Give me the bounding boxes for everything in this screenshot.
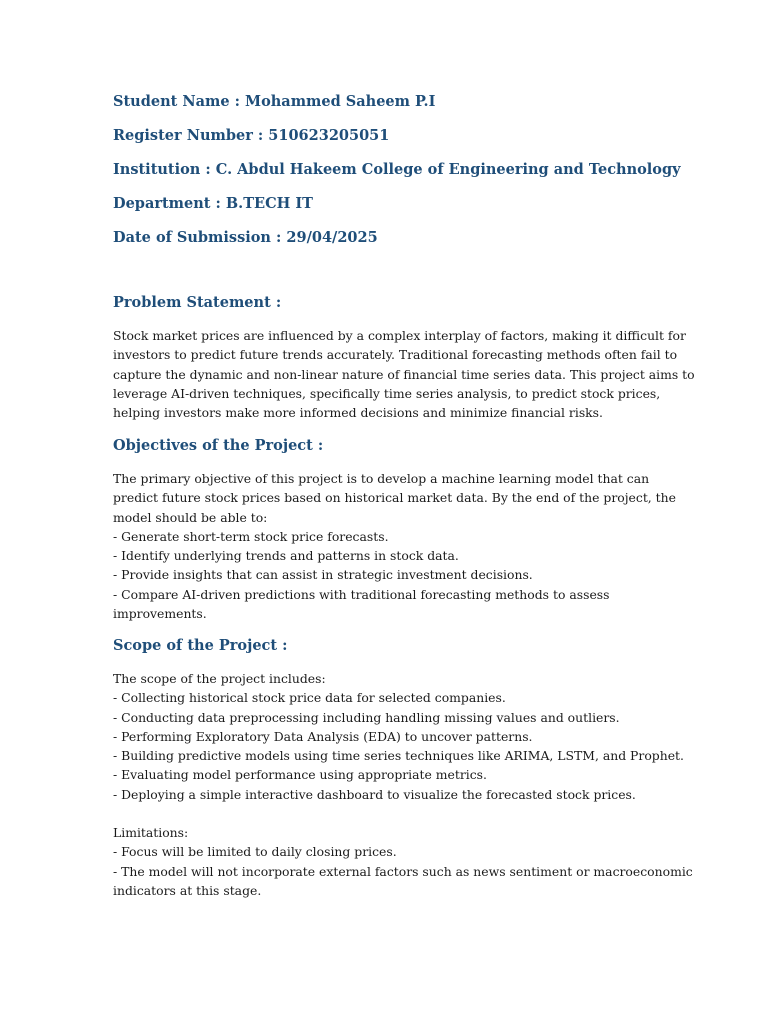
objectives-heading: Objectives of the Project : bbox=[113, 437, 324, 454]
problem-line: capture the dynamic and non-linear nature of financial time series data. This project aims to bbox=[113, 366, 695, 382]
register-number: Register Number : 510623205051 bbox=[113, 127, 390, 144]
objectives-line: - Provide insights that can assist in strategic investment decisions. bbox=[113, 567, 533, 583]
objectives-line: improvements. bbox=[113, 606, 207, 622]
scope-line: - Building predictive models using time series techniques like ARIMA, LSTM, and Prophet. bbox=[113, 748, 684, 764]
problem-line: leverage AI-driven techniques, specifically time series analysis, to predict stock prices, bbox=[113, 385, 661, 401]
scope-line: - Collecting historical stock price data for selected companies. bbox=[113, 690, 506, 706]
problem-line: Stock market prices are influenced by a complex interplay of factors, making it difficult for bbox=[113, 328, 686, 343]
problem-line: helping investors make more informed decisions and minimize financial risks. bbox=[113, 405, 603, 421]
scope-line: - Deploying a simple interactive dashboard to visualize the forecasted stock prices. bbox=[113, 786, 636, 802]
scope-line: - Evaluating model performance using appropriate metrics. bbox=[113, 767, 487, 783]
student-name: Student Name : Mohammed Saheem P.I bbox=[113, 93, 436, 110]
objectives-line: - Compare AI-driven predictions with traditional forecasting methods to assess bbox=[113, 586, 610, 602]
scope-line: - Conducting data preprocessing including handling missing values and outliers. bbox=[113, 709, 620, 725]
objectives-line: The primary objective of this project is to develop a machine learning model that can bbox=[113, 471, 650, 486]
scope-line: The scope of the project includes: bbox=[113, 671, 326, 686]
problem-line: investors to predict future trends accurately. Traditional forecasting methods often fail to bbox=[113, 347, 678, 363]
department: Department : B.TECH IT bbox=[113, 195, 313, 212]
limitations-line: Limitations: bbox=[113, 825, 189, 840]
scope-text bbox=[113, 669, 684, 804]
problem-statement-heading: Problem Statement : bbox=[113, 294, 282, 311]
limitations-text bbox=[113, 823, 693, 900]
objectives-text bbox=[113, 469, 676, 623]
objectives-line: - Identify underlying trends and patterns in stock data. bbox=[113, 548, 459, 564]
scope-heading: Scope of the Project : bbox=[113, 637, 288, 654]
institution: Institution : C. Abdul Hakeem College of Engineering and Technology bbox=[113, 161, 681, 178]
objectives-line: model should be able to: bbox=[113, 509, 268, 525]
limitations-line: indicators at this stage. bbox=[113, 882, 262, 898]
objectives-line: predict future stock prices based on historical market data. By the end of the project, the bbox=[113, 490, 676, 506]
scope-line: - Performing Exploratory Data Analysis (EDA) to uncover patterns. bbox=[113, 728, 533, 744]
objectives-line: - Generate short-term stock price forecasts. bbox=[113, 528, 389, 544]
limitations-line: - Focus will be limited to daily closing prices. bbox=[113, 844, 397, 860]
limitations-line: - The model will not incorporate external factors such as news sentiment or macroeconomic bbox=[113, 863, 693, 879]
problem-statement-text bbox=[113, 326, 695, 422]
date-of-submission: Date of Submission : 29/04/2025 bbox=[113, 229, 378, 246]
